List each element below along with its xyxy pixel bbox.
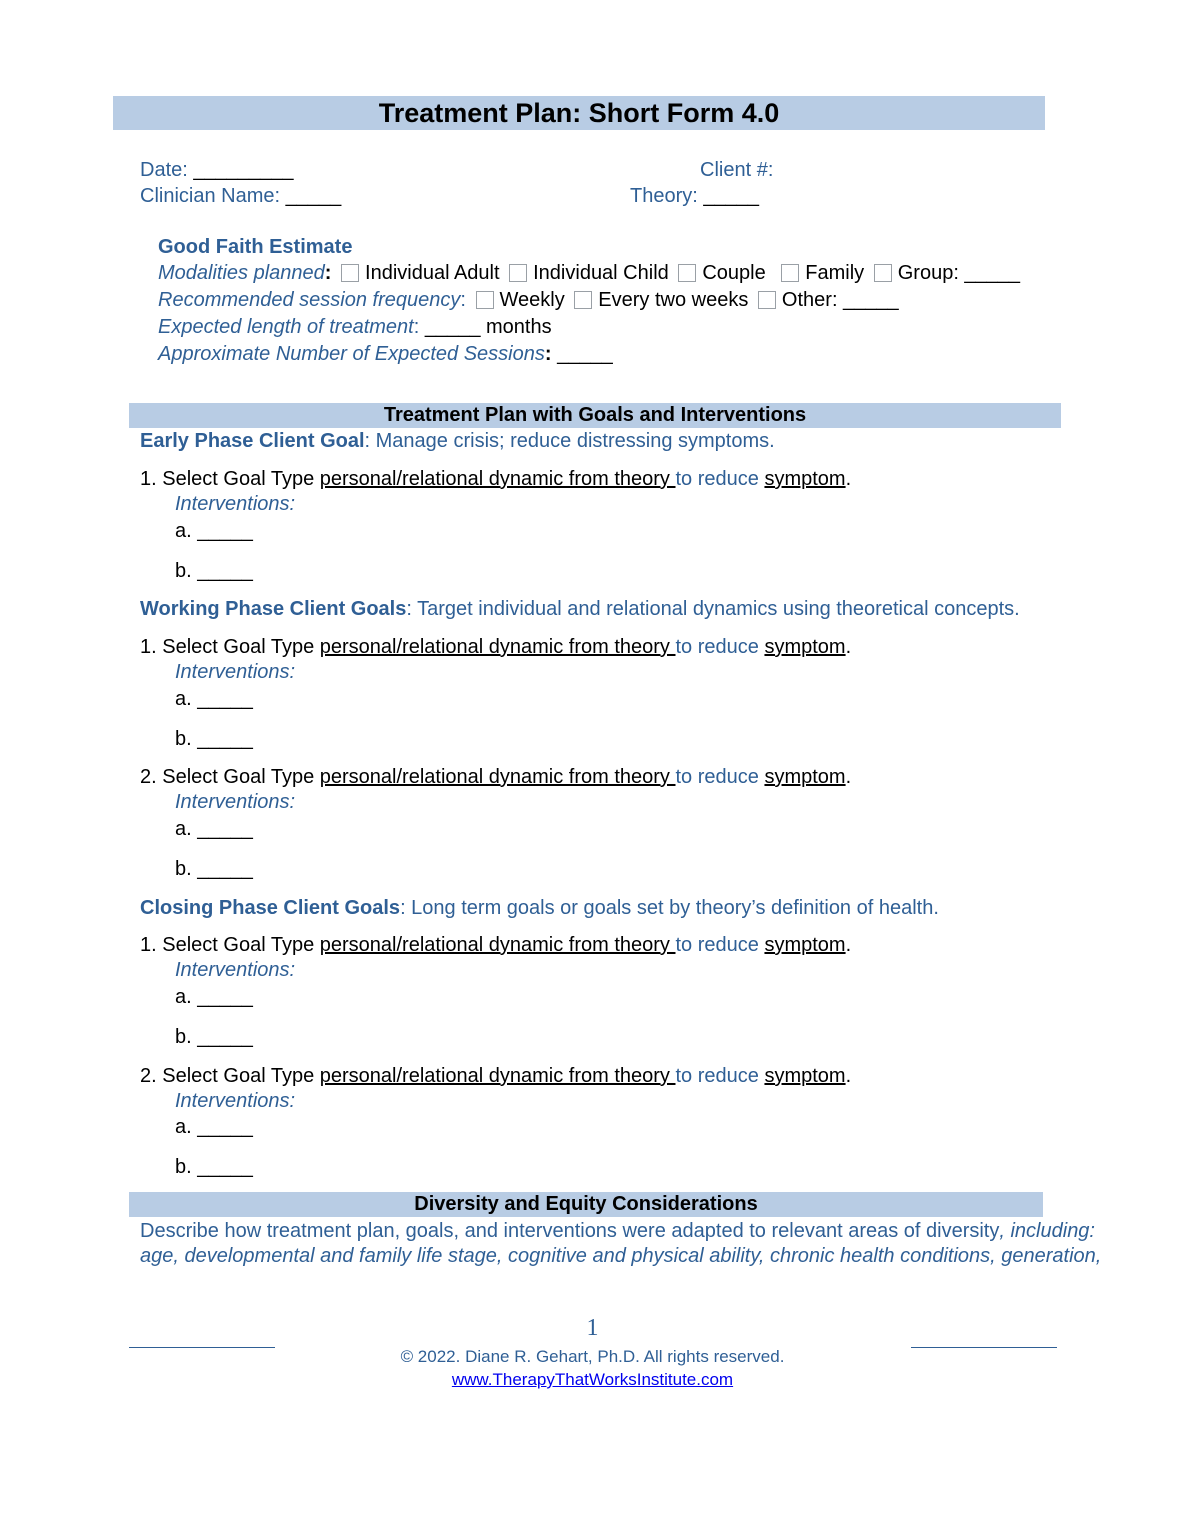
- goal-end: .: [845, 934, 852, 956]
- checkbox-other[interactable]: [758, 291, 776, 309]
- intervention-a[interactable]: a. _____: [175, 520, 253, 542]
- sessions-colon: :: [544, 343, 552, 365]
- goal-end: .: [845, 636, 852, 658]
- goal-symptom-field[interactable]: symptom: [764, 468, 846, 490]
- interventions-label: Interventions:: [175, 1090, 296, 1112]
- diversity-band-title: Diversity and Equity Considerations: [414, 1193, 758, 1215]
- clinician-field: [140, 184, 341, 208]
- option-other: Other: _____: [781, 289, 899, 311]
- goal-number: 2.: [140, 1065, 157, 1087]
- goal-prefix: Select Goal Type: [162, 636, 315, 658]
- goal-number: 1.: [140, 934, 157, 956]
- theory-field: [630, 184, 759, 208]
- page-title: Treatment Plan: Short Form 4.0: [378, 98, 780, 128]
- goal-number: 1.: [140, 468, 157, 490]
- goal-mid: to reduce: [675, 468, 765, 490]
- goal-prefix: Select Goal Type: [162, 468, 315, 490]
- sessions-label: Approximate Number of Expected Sessions: [158, 343, 545, 365]
- interventions-label: Interventions:: [175, 791, 296, 813]
- checkbox-every-two-weeks[interactable]: [574, 291, 592, 309]
- goal-line: [140, 765, 851, 789]
- diversity-including: , including:: [999, 1220, 1095, 1242]
- goal-dynamic-field[interactable]: personal/relational dynamic from theory: [319, 468, 676, 490]
- good-faith-heading: Good Faith Estimate: [158, 236, 353, 258]
- intervention-b[interactable]: b. _____: [175, 1026, 253, 1048]
- goal-symptom-field[interactable]: symptom: [764, 636, 846, 658]
- frequency-label: Recommended session frequency: [158, 289, 461, 311]
- checkbox-individual-adult[interactable]: [341, 264, 359, 282]
- frequency-colon: :: [460, 289, 466, 311]
- goal-dynamic-field[interactable]: personal/relational dynamic from theory: [319, 934, 676, 956]
- goal-line: [140, 635, 851, 659]
- intervention-b[interactable]: b. _____: [175, 560, 253, 582]
- early-phase-desc: : Manage crisis; reduce distressing symptoms.: [364, 430, 775, 452]
- goal-line: [140, 467, 851, 491]
- theory-label: Theory:: [630, 185, 698, 207]
- goals-band-title: Treatment Plan with Goals and Interventions: [383, 404, 807, 426]
- option-individual-adult: Individual Adult: [365, 262, 500, 284]
- goal-dynamic-field[interactable]: personal/relational dynamic from theory: [319, 636, 676, 658]
- goal-dynamic-field[interactable]: personal/relational dynamic from theory: [319, 1065, 676, 1087]
- goal-mid: to reduce: [675, 636, 765, 658]
- goal-symptom-field[interactable]: symptom: [764, 934, 846, 956]
- diversity-line-2: age, developmental and family life stage, cognitive and physical ability, chronic health conditions, generation,: [140, 1245, 1102, 1267]
- goal-prefix: Select Goal Type: [162, 934, 315, 956]
- goal-prefix: Select Goal Type: [162, 766, 315, 788]
- goal-line: [140, 933, 851, 957]
- length-label: Expected length of treatment: [158, 316, 414, 338]
- modalities-colon: :: [324, 262, 332, 284]
- goal-prefix: Select Goal Type: [162, 1065, 315, 1087]
- interventions-label: Interventions:: [175, 661, 296, 683]
- goal-mid: to reduce: [675, 934, 765, 956]
- copyright-text: © 2022. Diane R. Gehart, Ph.D. All rights reserved.: [400, 1347, 785, 1366]
- intervention-a[interactable]: a. _____: [175, 688, 253, 710]
- working-phase-heading: [140, 597, 1020, 621]
- early-phase-heading: [140, 429, 775, 453]
- website-row: [0, 1370, 1185, 1390]
- intervention-a[interactable]: a. _____: [175, 986, 253, 1008]
- client-number-label: Client #:: [700, 159, 774, 181]
- goal-dynamic-field[interactable]: personal/relational dynamic from theory: [319, 766, 676, 788]
- date-blank[interactable]: _________: [193, 159, 294, 181]
- modalities-row: [158, 261, 1020, 285]
- option-family: Family: [805, 262, 865, 284]
- clinician-label: Clinician Name:: [140, 185, 281, 207]
- date-label: Date:: [140, 159, 188, 181]
- page-number: 1: [586, 1315, 599, 1341]
- frequency-row: [158, 288, 899, 312]
- length-colon: :: [413, 316, 420, 338]
- working-phase-desc: : Target individual and relational dynamics using theoretical concepts.: [406, 598, 1020, 620]
- closing-phase-heading: [140, 896, 939, 920]
- goal-end: .: [845, 766, 852, 788]
- goal-symptom-field[interactable]: symptom: [764, 1065, 846, 1087]
- interventions-label: Interventions:: [175, 959, 296, 981]
- option-couple: Couple: [702, 262, 766, 284]
- diversity-line-1: [140, 1219, 1095, 1243]
- closing-phase-desc: : Long term goals or goals set by theory’s definition of health.: [400, 897, 939, 919]
- checkbox-individual-child[interactable]: [509, 264, 527, 282]
- option-individual-child: Individual Child: [533, 262, 669, 284]
- working-phase-title: Working Phase Client Goals: [140, 598, 407, 620]
- clinician-blank[interactable]: _____: [285, 185, 342, 207]
- option-every-two-weeks: Every two weeks: [598, 289, 749, 311]
- intervention-b[interactable]: b. _____: [175, 858, 253, 880]
- sessions-value[interactable]: _____: [557, 343, 613, 365]
- option-weekly: Weekly: [499, 289, 565, 311]
- goal-mid: to reduce: [675, 1065, 765, 1087]
- goal-mid: to reduce: [675, 766, 765, 788]
- theory-blank[interactable]: _____: [703, 185, 759, 207]
- date-field: [140, 158, 293, 182]
- goal-end: .: [845, 1065, 852, 1087]
- early-phase-title: Early Phase Client Goal: [140, 430, 365, 452]
- goal-number: 2.: [140, 766, 157, 788]
- intervention-a[interactable]: a. _____: [175, 818, 253, 840]
- interventions-label: Interventions:: [175, 493, 296, 515]
- website-link[interactable]: www.TherapyThatWorksInstitute.com: [451, 1370, 734, 1389]
- length-value[interactable]: _____ months: [424, 316, 552, 338]
- goal-end: .: [845, 468, 852, 490]
- intervention-a[interactable]: a. _____: [175, 1116, 253, 1138]
- checkbox-weekly[interactable]: [476, 291, 494, 309]
- intervention-b[interactable]: b. _____: [175, 728, 253, 750]
- sessions-row: [158, 342, 613, 366]
- length-row: [158, 315, 552, 339]
- checkbox-family[interactable]: [781, 264, 799, 282]
- goal-line: [140, 1064, 851, 1088]
- diversity-text: Describe how treatment plan, goals, and interventions were adapted to relevant areas of diversity: [140, 1220, 1000, 1242]
- goal-symptom-field[interactable]: symptom: [764, 766, 846, 788]
- checkbox-couple[interactable]: [678, 264, 696, 282]
- intervention-b[interactable]: b. _____: [175, 1156, 253, 1178]
- checkbox-group[interactable]: [874, 264, 892, 282]
- goal-number: 1.: [140, 636, 157, 658]
- modalities-label: Modalities planned: [158, 262, 325, 284]
- closing-phase-title: Closing Phase Client Goals: [140, 897, 401, 919]
- option-group: Group: _____: [897, 262, 1021, 284]
